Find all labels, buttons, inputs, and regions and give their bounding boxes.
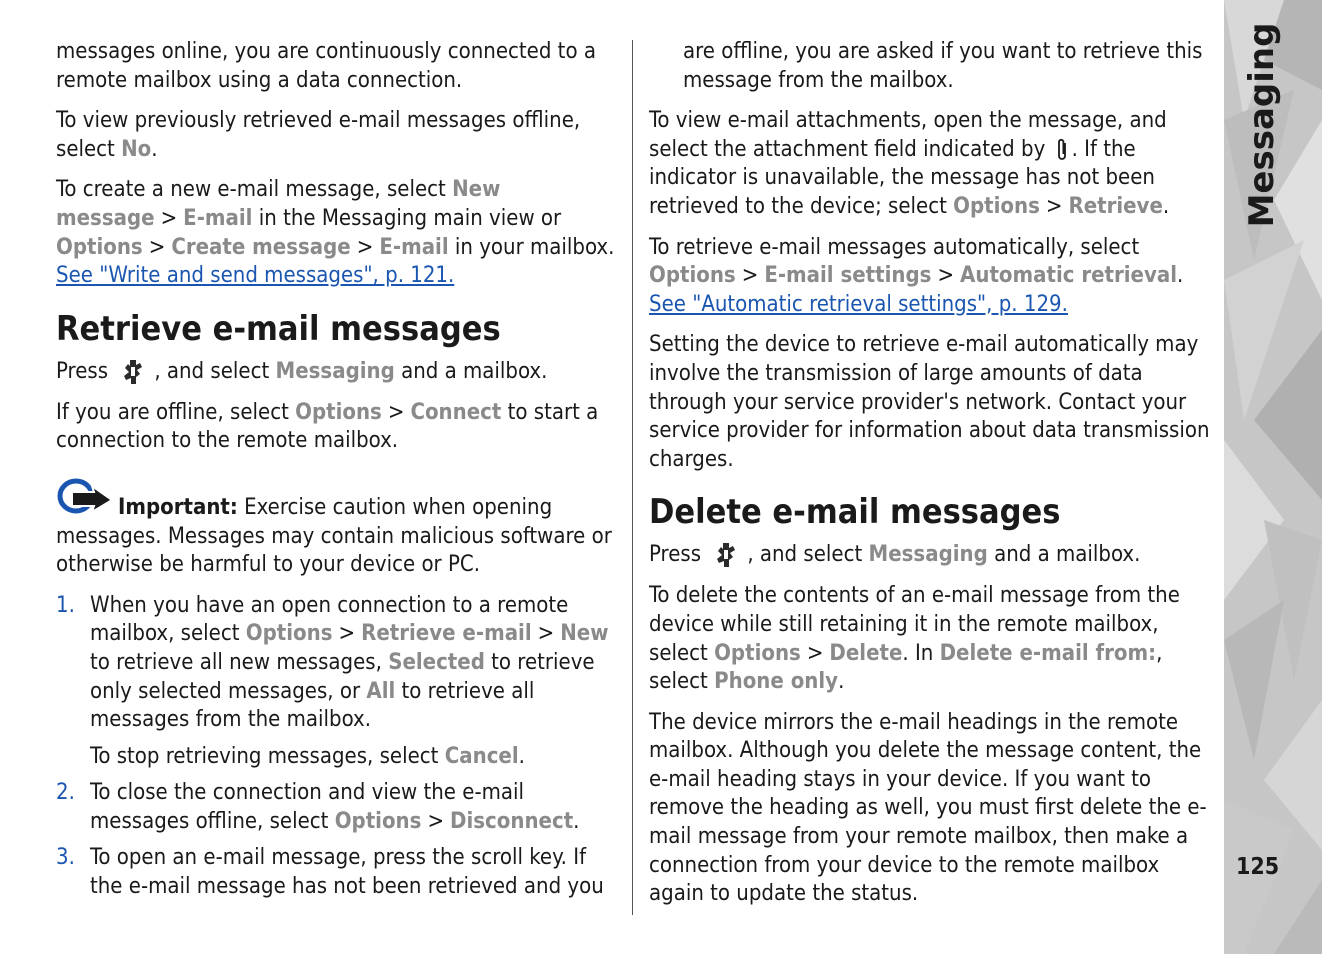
column-divider bbox=[632, 40, 633, 915]
separator: > bbox=[741, 263, 759, 289]
paragraph bbox=[56, 38, 618, 95]
steps-list bbox=[56, 592, 618, 902]
menu-term-new-message: New message bbox=[56, 177, 501, 231]
text: in the Messaging main view or bbox=[252, 205, 562, 231]
separator: > bbox=[160, 205, 178, 231]
text: When you have an open connection to a remote mailbox, select bbox=[90, 592, 569, 647]
separator: > bbox=[1045, 193, 1063, 219]
paragraph bbox=[90, 592, 618, 735]
text: Press bbox=[649, 542, 702, 568]
text: . bbox=[518, 743, 525, 769]
menu-term-email: E-mail bbox=[183, 205, 253, 231]
menu-term-connect: Connect bbox=[410, 399, 502, 425]
paragraph bbox=[649, 331, 1211, 474]
paragraph bbox=[649, 234, 1211, 320]
paragraph bbox=[649, 582, 1211, 696]
text: . bbox=[1177, 263, 1184, 289]
page-number: 125 bbox=[1236, 854, 1280, 880]
chapter-title bbox=[1236, 22, 1288, 228]
text: To stop retrieving messages, select bbox=[90, 743, 445, 769]
menu-term-options: Options bbox=[245, 621, 333, 647]
text: , and select bbox=[747, 542, 869, 568]
paragraph bbox=[90, 779, 618, 836]
paragraph bbox=[56, 176, 618, 290]
right-column bbox=[649, 38, 1211, 921]
text: to retrieve only selected messages, or bbox=[90, 649, 595, 704]
menu-term-email-settings: E-mail settings bbox=[764, 263, 932, 289]
step-number: 2. bbox=[56, 780, 75, 806]
text: To create a new e-mail message, select bbox=[56, 177, 453, 203]
menu-term-create-message: Create message bbox=[171, 234, 351, 260]
important-note-icon bbox=[56, 478, 116, 518]
list-item bbox=[56, 779, 618, 836]
paragraph bbox=[56, 357, 618, 387]
menu-term-options: Options bbox=[295, 399, 382, 425]
text: To open an e-mail message, press the scroll key. If the e-mail message has not been retrieved and you bbox=[90, 845, 604, 900]
menu-term-all: All bbox=[366, 678, 396, 704]
menu-term-options: Options bbox=[953, 193, 1040, 219]
text: . bbox=[573, 808, 580, 834]
text: to retrieve all new messages, bbox=[90, 649, 389, 675]
paragraph bbox=[56, 399, 618, 456]
separator: > bbox=[806, 640, 824, 666]
paragraph bbox=[649, 540, 1211, 570]
menu-term-new: New bbox=[560, 621, 609, 647]
step-number: 3. bbox=[56, 845, 75, 871]
menu-term-phone-only: Phone only bbox=[714, 669, 839, 695]
text: The device mirrors the e-mail headings in the remote mailbox. Although you delete the message content, the e-mail heading stays in your device. If you want to remove the heading as well, you must first delete the e-mail message from your remote mailbox, then make a connection from your device to the remote mailbox again to update the status. bbox=[649, 709, 1207, 907]
paragraph bbox=[649, 709, 1211, 909]
text: messages online, you are continuously connected to a remote mailbox using a data connection. bbox=[56, 39, 596, 93]
text: Press bbox=[56, 358, 109, 384]
section-heading-retrieve: Retrieve e-mail messages bbox=[56, 308, 501, 349]
text: and a mailbox. bbox=[987, 542, 1141, 568]
text: to retrieve all messages from the mailbox. bbox=[90, 678, 535, 733]
menu-term-delete-email-from: Delete e-mail from: bbox=[939, 640, 1157, 666]
text: , select bbox=[649, 640, 1163, 695]
menu-term-cancel: Cancel bbox=[444, 743, 519, 769]
cross-reference-link[interactable]: See "Automatic retrieval settings", p. 129. bbox=[649, 291, 1068, 317]
text: If you are offline, select bbox=[56, 399, 296, 425]
text: Setting the device to retrieve e-mail automatically may involve the transmission of large amounts of data through your service provider's network. Contact your service provider for information about data transmission charges. bbox=[649, 332, 1210, 472]
paragraph bbox=[649, 38, 1211, 95]
separator: > bbox=[937, 263, 955, 289]
menu-key-icon bbox=[711, 540, 741, 570]
paragraph bbox=[649, 107, 1211, 221]
menu-term-messaging: Messaging bbox=[275, 358, 395, 384]
list-item bbox=[56, 592, 618, 772]
separator: > bbox=[148, 234, 166, 260]
text: are offline, you are asked if you want to retrieve this message from the mailbox. bbox=[683, 39, 1203, 93]
text: to start a connection to the remote mailbox. bbox=[56, 399, 599, 454]
menu-term-retrieve: Retrieve bbox=[1068, 193, 1163, 219]
paragraph bbox=[90, 743, 618, 772]
menu-term-disconnect: Disconnect bbox=[450, 808, 574, 834]
left-column bbox=[56, 38, 618, 910]
separator: > bbox=[387, 399, 405, 425]
section-heading-delete: Delete e-mail messages bbox=[649, 492, 1061, 533]
text: , and select bbox=[154, 358, 276, 384]
menu-term-delete: Delete bbox=[829, 640, 903, 666]
text: To view previously retrieved e-mail messages offline, select bbox=[56, 108, 581, 162]
separator: > bbox=[427, 808, 445, 834]
menu-term-email: E-mail bbox=[379, 234, 449, 260]
text: To close the connection and view the e-mail messages offline, select bbox=[90, 780, 525, 834]
menu-term-automatic-retrieval: Automatic retrieval bbox=[960, 263, 1178, 289]
text: . bbox=[151, 136, 158, 162]
text: . bbox=[838, 669, 845, 695]
text: . bbox=[1162, 193, 1170, 219]
important-label: Important: bbox=[118, 494, 238, 520]
text: . In bbox=[902, 640, 940, 666]
paragraph bbox=[56, 107, 618, 164]
menu-term-no: No bbox=[121, 136, 152, 162]
text: . If the indicator is unavailable, the message has not been retrieved to the device; select bbox=[649, 136, 1155, 219]
paperclip-icon bbox=[1054, 137, 1070, 163]
menu-term-retrieve-email: Retrieve e-mail bbox=[361, 621, 532, 647]
menu-term-options: Options bbox=[334, 808, 422, 834]
cross-reference-link[interactable]: See "Write and send messages", p. 121. bbox=[56, 263, 455, 289]
menu-key-icon bbox=[118, 357, 148, 387]
separator: > bbox=[537, 621, 555, 647]
text: and a mailbox. bbox=[394, 358, 548, 384]
menu-term-options: Options bbox=[56, 234, 143, 260]
menu-term-selected: Selected bbox=[388, 649, 485, 675]
text: in your mailbox. bbox=[448, 234, 615, 260]
step-number: 1. bbox=[56, 592, 75, 618]
chapter-title-text: Messaging bbox=[1242, 22, 1282, 228]
menu-term-options: Options bbox=[649, 263, 736, 289]
menu-term-messaging: Messaging bbox=[868, 542, 988, 568]
paragraph bbox=[90, 844, 618, 901]
text: To delete the contents of an e-mail message from the device while still retaining it in the remote mailbox, select bbox=[649, 583, 1180, 666]
text: To view e-mail attachments, open the message, and select the attachment field indicated by bbox=[649, 108, 1167, 162]
text: Exercise caution when opening messages. Messages may contain malicious software or otherwise be harmful to your device or PC. bbox=[56, 494, 612, 578]
text: To retrieve e-mail messages automatically, select bbox=[649, 234, 1140, 260]
list-item bbox=[56, 844, 618, 901]
important-note bbox=[56, 478, 618, 580]
separator: > bbox=[338, 621, 356, 647]
separator: > bbox=[356, 234, 374, 260]
menu-term-options: Options bbox=[714, 640, 801, 666]
